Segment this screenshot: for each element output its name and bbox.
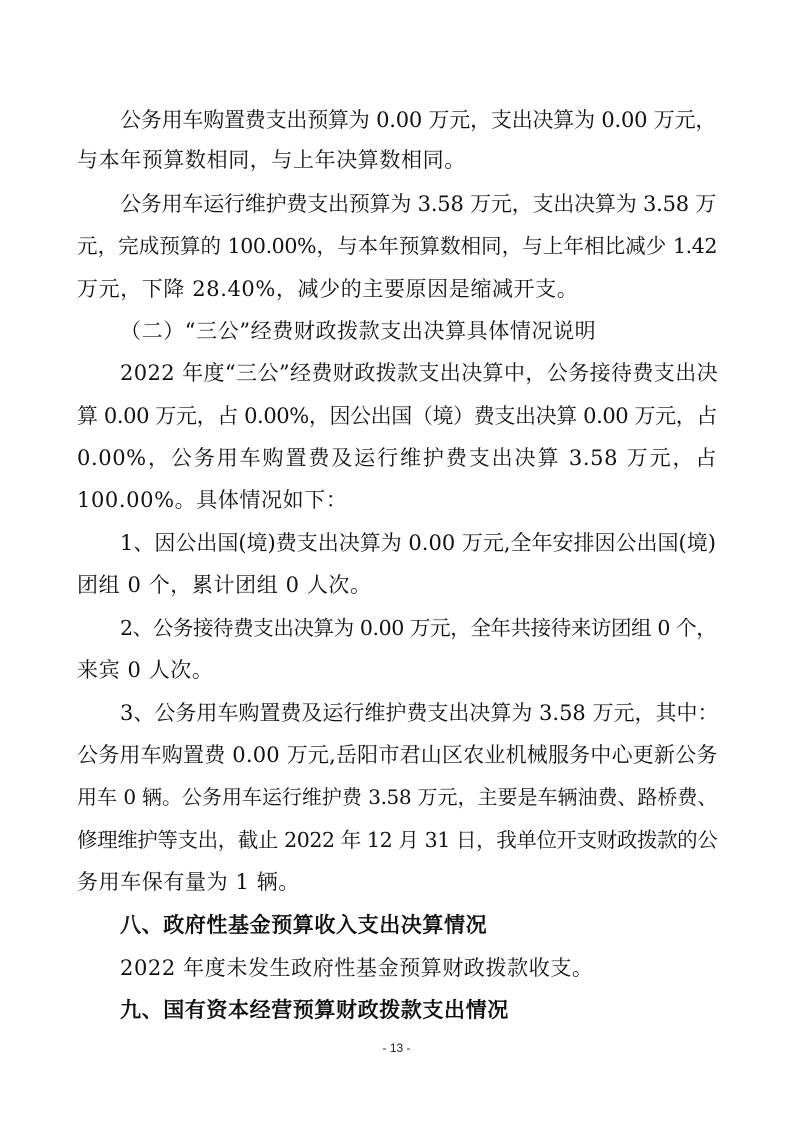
paragraph-line: 元，完成预算的 100.00%，与本年预算数相同，与上年相比减少 1.42 [77, 234, 717, 258]
paragraph-line: 公务用车运行维护费支出预算为 3.58 万元，支出决算为 3.58 万 [120, 192, 717, 216]
page-number: - 13 - [382, 1041, 411, 1055]
paragraph-line: 公务用车购置费支出预算为 0.00 万元，支出决算为 0.00 万元， [120, 108, 717, 132]
paragraph-line: 1、因公出国(境)费支出决算为 0.00 万元,全年安排因公出国(境) [120, 531, 716, 555]
paragraph-line: 0.00%，公务用车购置费及运行维护费支出决算 3.58 万元，占 [77, 446, 717, 470]
paragraph-line: 公务用车购置费 0.00 万元,岳阳市君山区农业机械服务中心更新公务 [77, 743, 718, 767]
paragraph-line: 与本年预算数相同，与上年决算数相同。 [77, 148, 466, 172]
paragraph-line: 团组 0 个，累计团组 0 人次。 [77, 573, 372, 597]
paragraph-line: 来宾 0 人次。 [77, 658, 214, 682]
section-heading: 九、国有资本经营预算财政拨款支出情况 [120, 998, 509, 1022]
paragraph-line: 100.00%。具体情况如下： [77, 488, 348, 512]
paragraph-line: 3、公务用车购置费及运行维护费支出决算为 3.58 万元，其中： [120, 701, 719, 725]
paragraph-line: 务用车保有量为 1 辆。 [77, 870, 300, 894]
section-heading: 八、政府性基金预算收入支出决算情况 [120, 913, 488, 937]
paragraph-line: 万元，下降 28.40%，减少的主要原因是缩减开支。 [77, 277, 579, 301]
paragraph-line: 修理维护等支出，截止 2022 年 12 月 31 日，我单位开支财政拨款的公 [77, 828, 718, 852]
paragraph-line: 2022 年度未发生政府性基金预算财政拨款收支。 [120, 956, 594, 980]
paragraph-line: 2、公务接待费支出决算为 0.00 万元，全年共接待来访团组 0 个， [120, 616, 717, 640]
paragraph-line: 2022 年度“三公”经费财政拨款支出决算中，公务接待费支出决 [120, 361, 718, 385]
paragraph-line: 用车 0 辆。公务用车运行维护费 3.58 万元，主要是车辆油费、路桥费、 [77, 785, 717, 809]
section-subheading: （二）“三公”经费财政拨款支出决算具体情况说明 [120, 319, 597, 343]
paragraph-line: 算 0.00 万元，占 0.00%，因公出国（境）费支出决算 0.00 万元，占 [77, 404, 717, 428]
